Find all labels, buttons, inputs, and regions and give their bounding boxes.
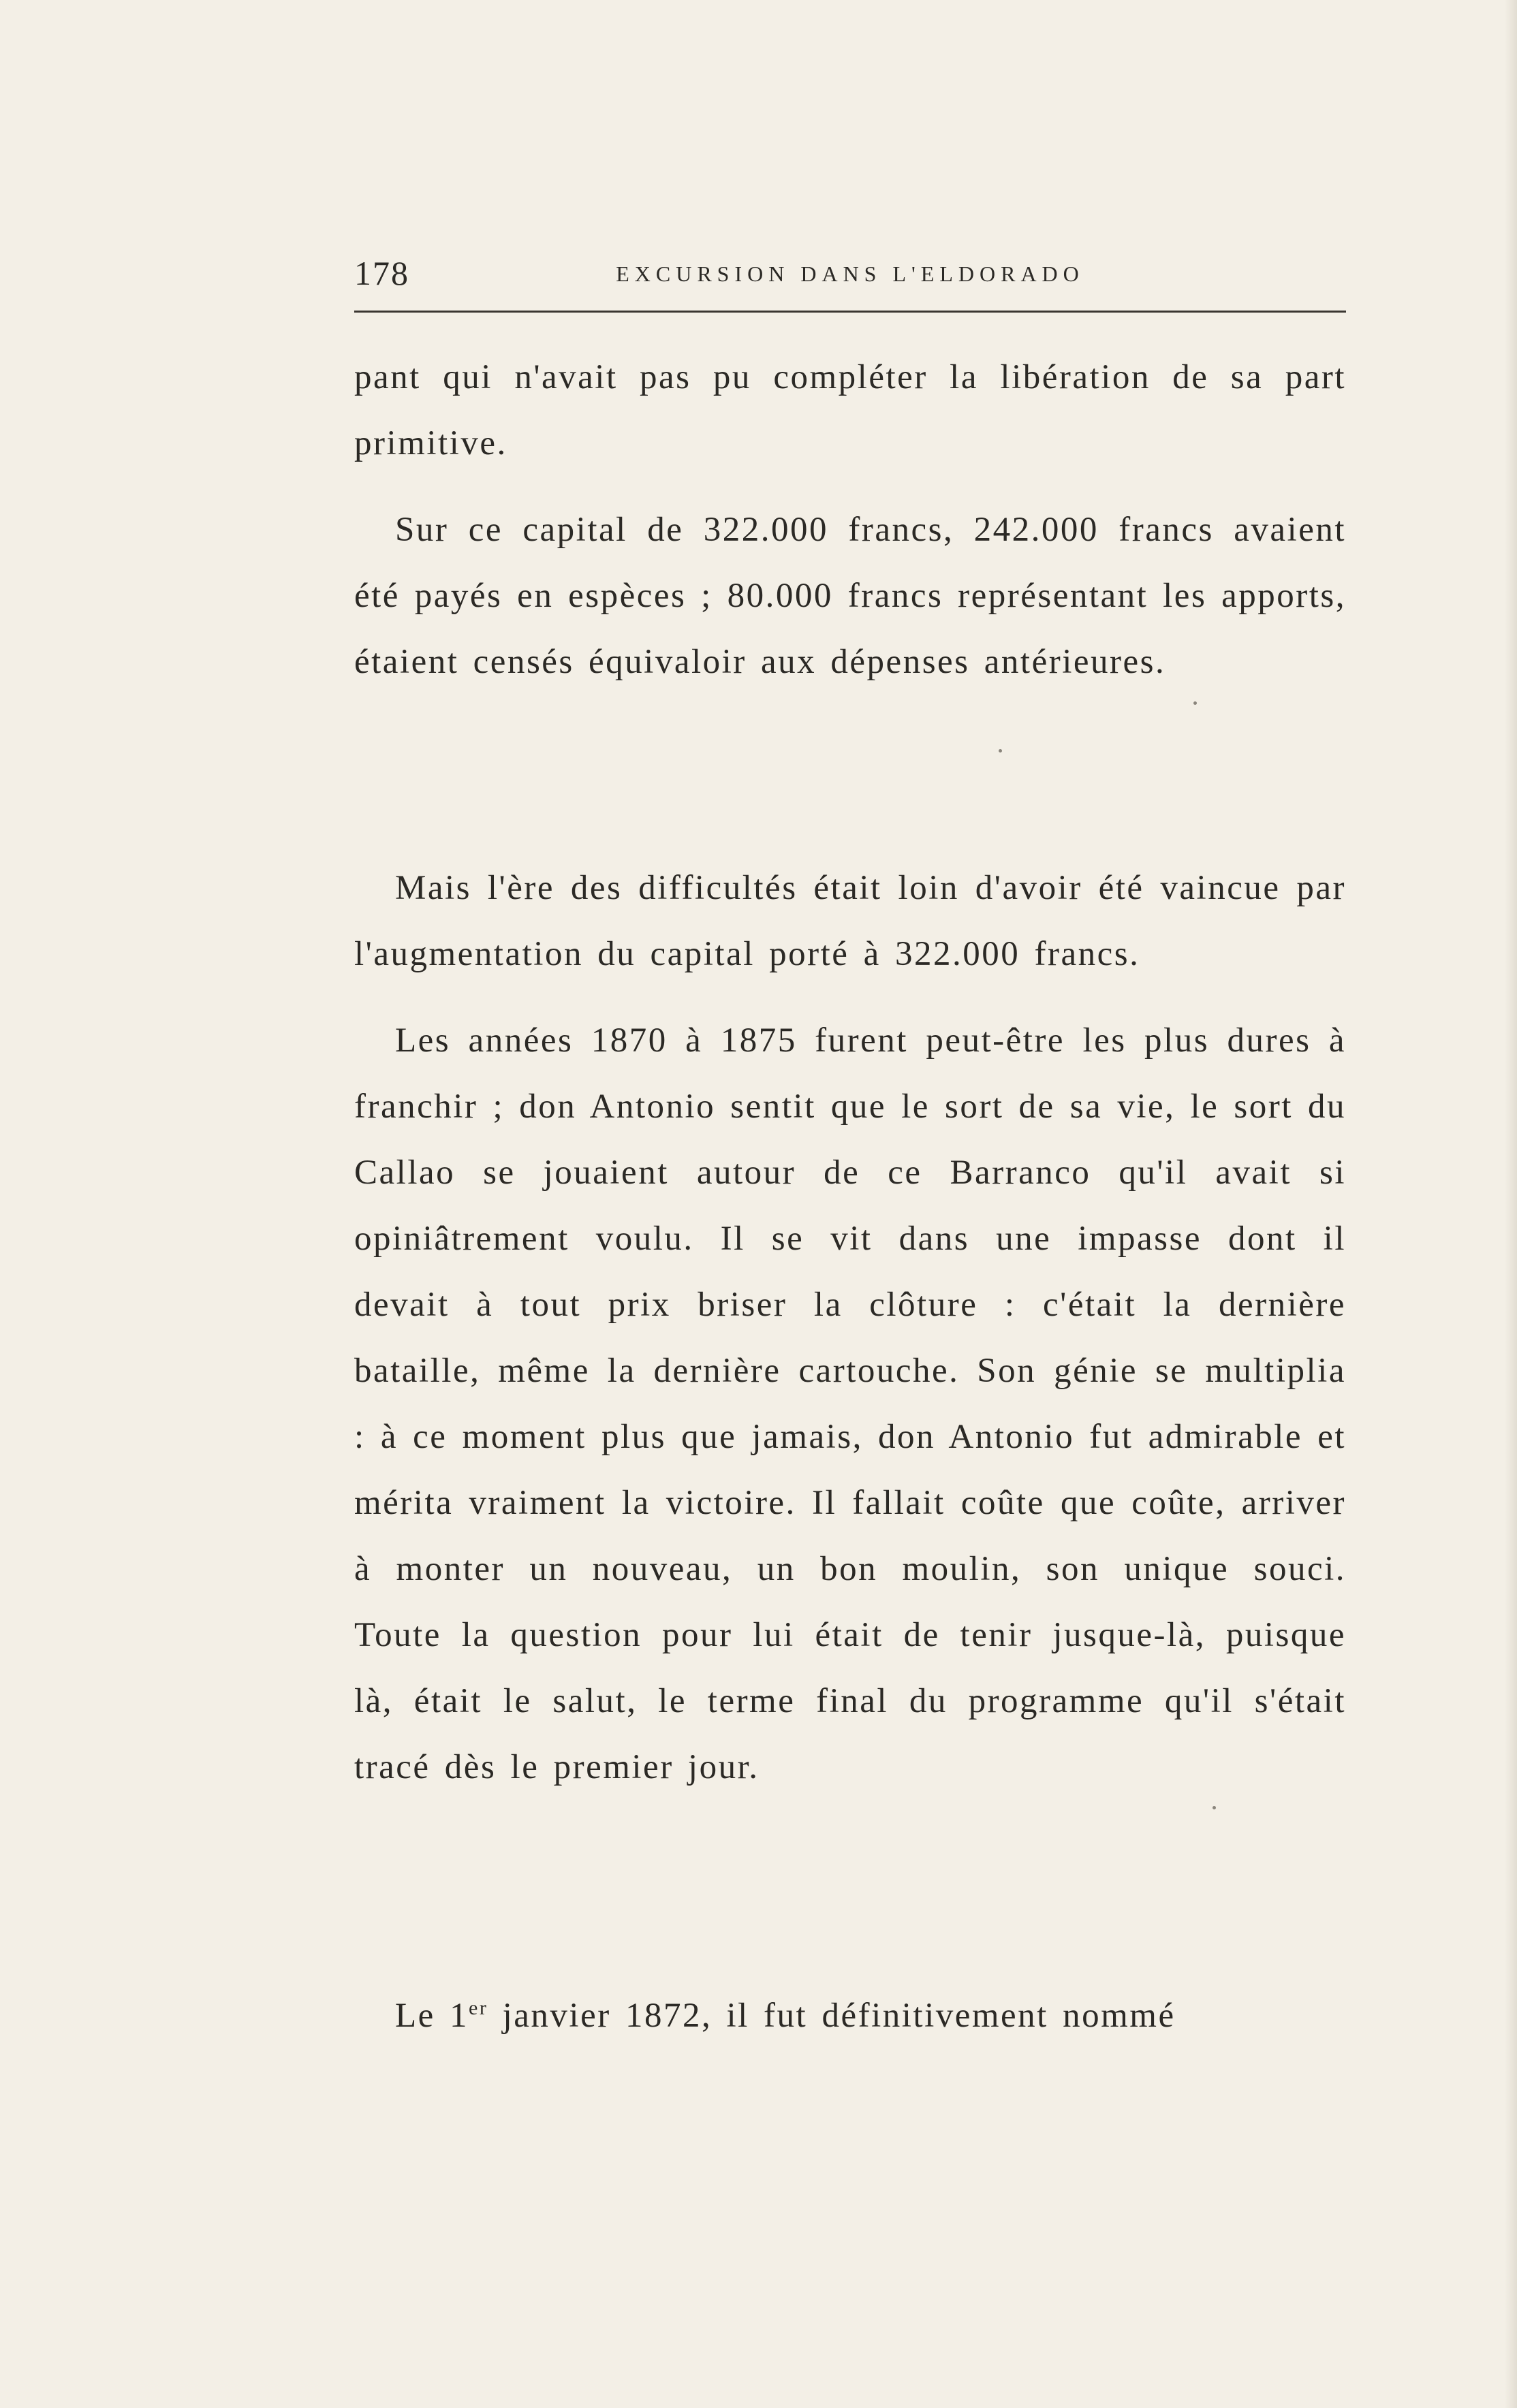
ordinal-superscript: er <box>469 1997 488 2019</box>
ink-speck <box>999 749 1002 752</box>
last-line-rest: janvier 1872, il fut définitivement nommé <box>488 1997 1176 2035</box>
page-number: 178 <box>354 254 409 292</box>
running-title: EXCURSION DANS L'ELDORADO <box>616 262 1084 286</box>
ink-speck <box>1193 701 1197 705</box>
paragraph-1: pant qui n'avait pas pu compléter la libération de sa part primitive. <box>354 358 1346 462</box>
paragraph-3-block <box>354 855 1346 987</box>
paragraph-5 <box>354 1983 1346 2049</box>
paragraph-2: Sur ce capital de 322.000 francs, 242.000 francs avaient été payés en espèces ; 80.000 francs représentant les apports, étaient censés équivaloir aux dépenses antérieures. <box>354 511 1346 681</box>
paragraph-2-block <box>354 497 1346 695</box>
paragraph-1-block <box>354 345 1346 477</box>
paragraph-4: Les années 1870 à 1875 furent peut-être les plus dures à franchir ; don Antonio sentit que le sort de sa vie, le sort du Callao se jouaient autour de ce Barranco qu'il avait si opiniâtrement voulu. Il se vit dans une impasse dont il devait à tout prix briser la clôture : c'était la dernière bataille, même la dernière cartouche. Son génie se multiplia : à ce moment plus que jamais, don Antonio fut admirable et mérita vraiment la victoire. Il fallait coûte que coûte, arriver à monter un nouveau, un bon moulin, son unique souci. Toute la question pour lui était de tenir jusque-là, puisque là, était le salut, le terme final du programme qu'il s'était tracé dès le premier jour. <box>354 1021 1346 1786</box>
paragraph-4-block <box>354 1008 1346 1801</box>
page-edge-shadow <box>1505 0 1517 2408</box>
last-line-start: Le 1 <box>395 1997 469 2035</box>
paragraph-3: Mais l'ère des difficultés était loin d'avoir été vaincue par l'augmentation du capital porté à 322.000 francs. <box>354 869 1346 973</box>
running-head <box>354 253 1346 301</box>
header-rule <box>354 311 1346 313</box>
paragraph-5-block <box>354 1983 1346 2049</box>
ink-speck <box>1213 1806 1216 1809</box>
